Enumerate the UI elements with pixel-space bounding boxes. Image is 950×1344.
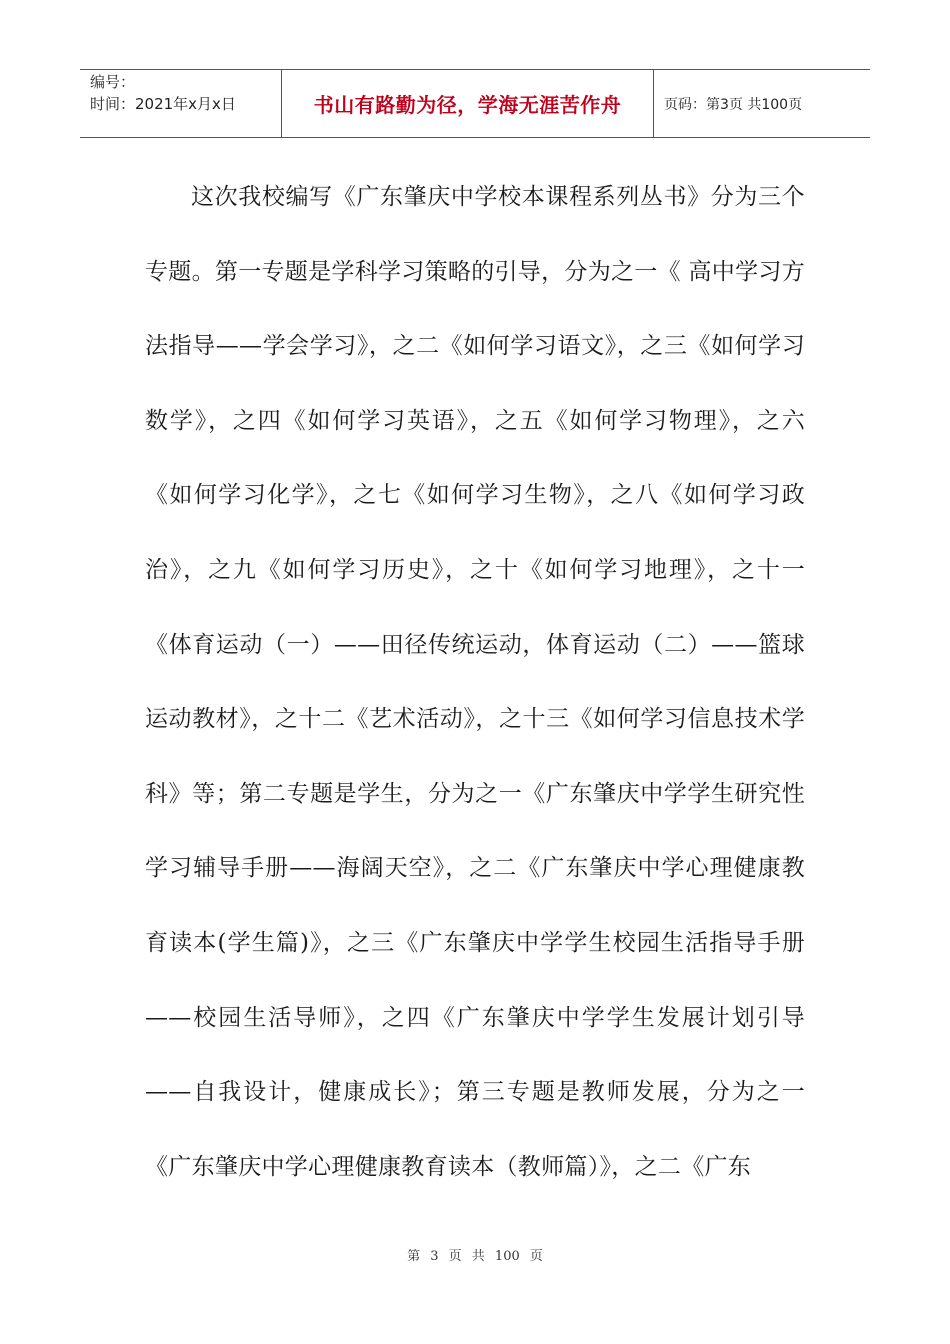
page-footer: 第 3 页 共 100 页: [407, 1249, 543, 1264]
header-middle-cell: [282, 70, 654, 137]
doc-number-label: 编号：: [90, 73, 136, 91]
header-page-info: 页码：第3页 共100页: [664, 96, 803, 113]
header-right-cell: [654, 70, 870, 137]
document-body: [145, 160, 805, 1204]
page-header: [80, 69, 870, 138]
header-left-cell: [80, 70, 282, 137]
header-motto: 书山有路勤为径，学海无涯苦作舟: [313, 93, 622, 117]
body-paragraph: 这次我校编写《广东肇庆中学校本课程系列丛书》分为三个专题。第一专题是学科学习策略的引导，分为之一《 高中学习方法指导——学会学习》，之二《如何学习语文》，之三《如何学习数学》，之四《如何学习英语》，之五《如何学习物理》，之六《如何学习化学》，之七《如何学习生物》，之八《如何学习政治》，之九《如何学习历史》，之十《如何学习地理》，之十一《体育运动（一）——田径传统运动，体育运动（二）——篮球运动教材》，之十二《艺术活动》，之十三《如何学习信息技术学科》等；第二专题是学生，分为之一《广东肇庆中学学生研究性学习辅导手册——海阔天空》，之二《广东肇庆中学心理健康教育读本(学生篇)》，之三《广东肇庆中学学生校园生活指导手册——校园生活导师》，之四《广东肇庆中学学生发展计划引导——自我设计，健康成长》；第三专题是教师发展，分为之一《广东肇庆中学心理健康教育读本（教师篇）》，之二《广东: [145, 184, 806, 1180]
date-line: 时间：2021年x月x日: [90, 95, 236, 113]
